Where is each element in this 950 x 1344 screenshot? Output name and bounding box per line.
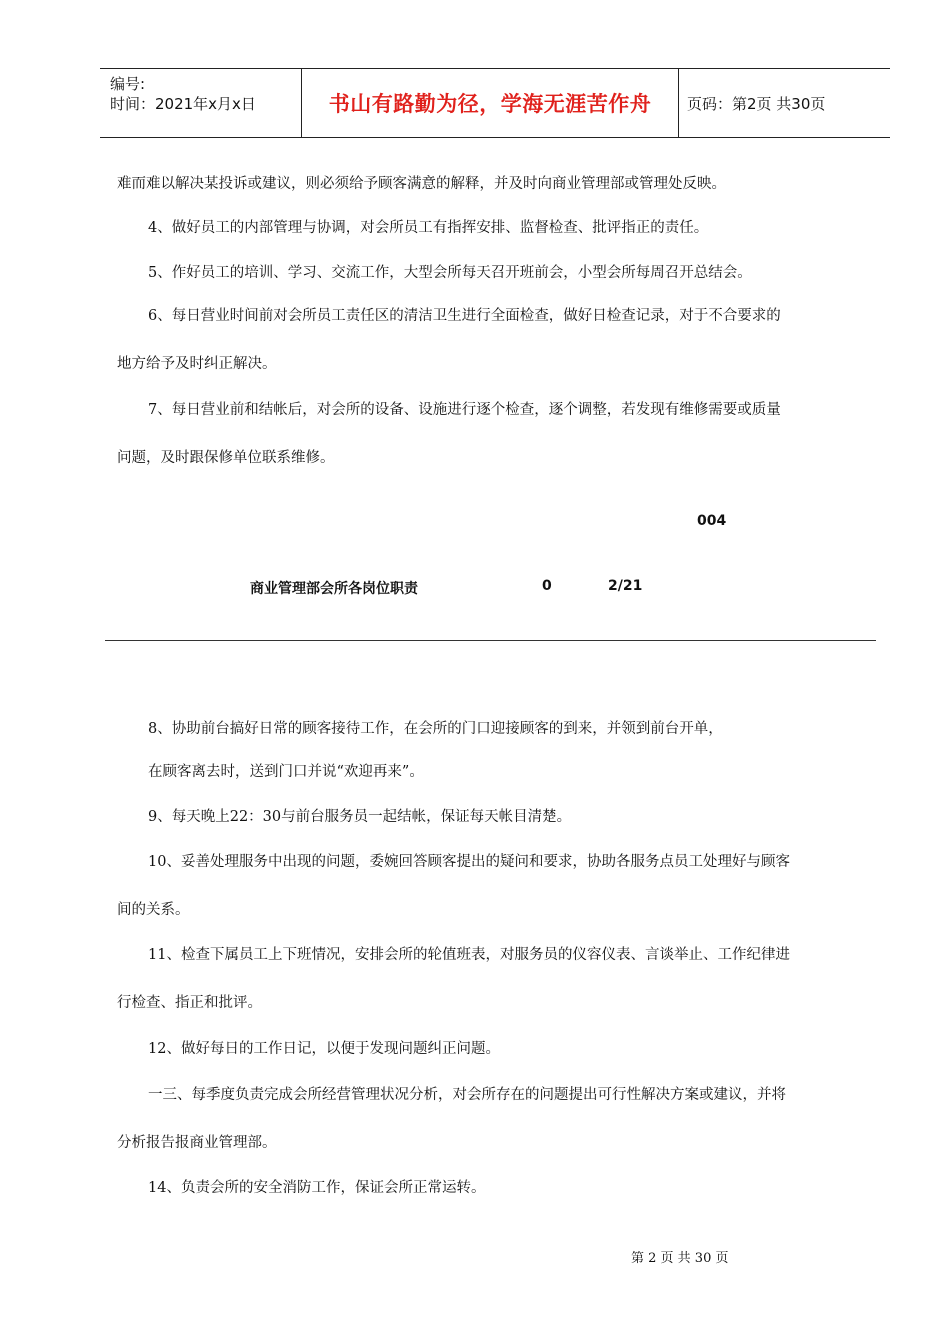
paragraph: 9、每天晚上22：30与前台服务员一起结帐，保证每天帐目清楚。	[148, 809, 572, 825]
paragraph: 一三、每季度负责完成会所经营管理状况分析，对会所存在的问题提出可行性解决方案或建议，并将	[148, 1087, 786, 1103]
header-motto: 书山有路勤为径，学海无涯苦作舟	[302, 69, 679, 137]
paragraph: 14、负责会所的安全消防工作，保证会所正常运转。	[148, 1180, 486, 1196]
doc-version: 0	[542, 578, 552, 594]
header-meta	[100, 69, 302, 137]
paragraph: 行检查、指正和批评。	[117, 995, 262, 1011]
page-header	[100, 68, 890, 138]
paragraph: 4、做好员工的内部管理与协调，对会所员工有指挥安排、监督检查、批评指正的责任。	[148, 220, 709, 236]
paragraph: 难而难以解决某投诉或建议，则必须给予顾客满意的解释，并及时向商业管理部或管理处反映。	[117, 176, 726, 192]
paragraph: 12、做好每日的工作日记，以便于发现问题纠正问题。	[148, 1041, 500, 1057]
paragraph: 地方给予及时纠正解决。	[117, 356, 277, 372]
paragraph: 分析报告报商业管理部。	[117, 1135, 277, 1151]
doc-title: 商业管理部会所各岗位职责	[250, 581, 418, 597]
paragraph: 11、检查下属员工上下班情况，安排会所的轮值班表，对服务员的仪容仪表、言谈举止、工作纪律进	[148, 947, 790, 963]
page-footer: 第 2 页 共 30 页	[631, 1251, 729, 1266]
paragraph: 8、协助前台搞好日常的顾客接待工作，在会所的门口迎接顾客的到来，并领到前台开单，	[148, 721, 723, 737]
paragraph: 在顾客离去时，送到门口并说“欢迎再来”。	[148, 764, 424, 780]
paragraph: 问题，及时跟保修单位联系维修。	[117, 450, 335, 466]
paragraph: 5、作好员工的培训、学习、交流工作，大型会所每天召开班前会，小型会所每周召开总结会。	[148, 265, 752, 281]
divider	[105, 640, 876, 641]
header-page-info: 页码：第2页 共30页	[687, 94, 826, 113]
paragraph: 6、每日营业时间前对会所员工责任区的清洁卫生进行全面检查，做好日检查记录，对于不合要求的	[148, 308, 781, 324]
code-label: 编号:	[110, 75, 146, 93]
doc-page: 2/21	[608, 578, 643, 594]
time-label: 时间：2021年x月x日	[110, 95, 256, 113]
paragraph: 7、每日营业前和结帐后，对会所的设备、设施进行逐个检查，逐个调整，若发现有维修需要或质量	[148, 402, 781, 418]
paragraph: 间的关系。	[117, 902, 190, 918]
paragraph: 10、妥善处理服务中出现的问题，委婉回答顾客提出的疑问和要求，协助各服务点员工处理好与顾客	[148, 854, 790, 870]
doc-code: 004	[697, 513, 727, 529]
